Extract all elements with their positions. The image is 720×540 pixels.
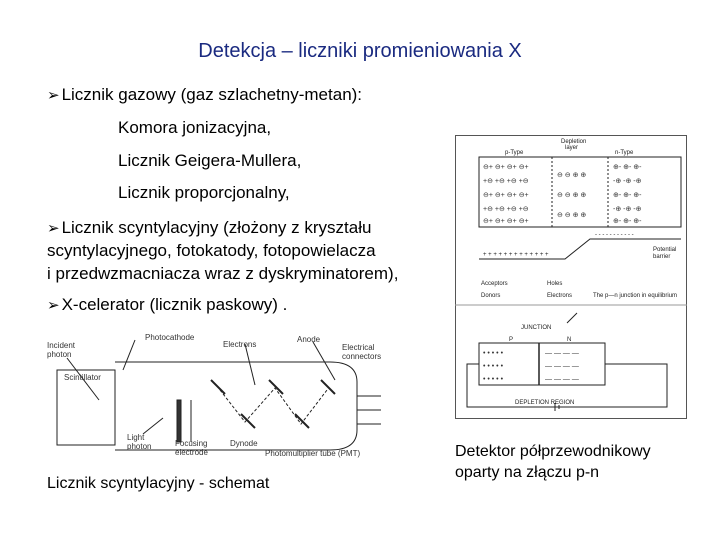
depletion-dots-2: ⊖ ⊖ ⊕ ⊕ (557, 192, 587, 199)
label-electrons: Electrons (223, 340, 257, 349)
label-depletion: Depletion (561, 139, 587, 145)
electrons-row: - - - - - - - - - - - (595, 232, 634, 238)
bullet-scintillation (47, 217, 371, 239)
label-dynode: Dynode (230, 439, 258, 448)
electrons-leader (245, 344, 255, 385)
slide-title: Detekcja – liczniki promieniowania X (198, 40, 522, 62)
caption-semiconductor-detector: Detektor półprzewodnikowy (455, 443, 651, 460)
n-region-dots-2: -⊕ -⊕ -⊕ (613, 178, 642, 185)
n-side-dashes-2: — — — — (545, 363, 579, 370)
label-focusing: Focusing (175, 439, 208, 448)
electron-path (220, 388, 327, 424)
bullet-xcelerator (47, 294, 287, 316)
p-region-dots-4: +⊖ +⊖ +⊖ +⊖ (483, 206, 529, 213)
label-barrier: barrier (653, 254, 671, 260)
focusing-electrode (177, 400, 181, 442)
label-photocathode: Photocathode (145, 333, 195, 342)
label-anode: Anode (297, 335, 321, 344)
n-side-dashes-1: — — — — (545, 350, 579, 357)
bullet-gas-counter (47, 84, 362, 106)
bullet-text: Licznik gazowy (gaz szlachetny-metan): (61, 85, 363, 104)
label-light: Light (127, 433, 145, 442)
label-equilibrium: The p—n junction in equilibrium (593, 293, 678, 299)
n-region-dots-1: ⊕- ⊕- ⊕- (613, 164, 642, 171)
sub-item-proportional: Licznik proporcjonalny, (118, 183, 290, 202)
label-depletion-region: DEPLETION REGION (515, 400, 575, 406)
connector-pins (357, 396, 381, 424)
depletion-dots-3: ⊖ ⊖ ⊕ ⊕ (557, 212, 587, 219)
label-acceptors: Acceptors (481, 281, 508, 287)
anode-leader (313, 342, 335, 380)
label-photon-2: photon (127, 442, 152, 451)
n-region-dots-4: -⊕ -⊕ -⊕ (613, 206, 642, 213)
depletion-dots-1: ⊖ ⊖ ⊕ ⊕ (557, 172, 587, 179)
label-potential: Potential (653, 247, 677, 253)
arrow-bullet-icon: ➢ (47, 296, 60, 314)
label-incident: Incident (47, 341, 76, 350)
sub-item-geiger: Licznik Geigera-Mullera, (118, 151, 302, 170)
label-p: P (509, 337, 514, 343)
label-p-type: p-Type (505, 150, 524, 156)
photocathode-leader (123, 340, 135, 370)
label-junction: JUNCTION (521, 325, 552, 331)
p-region-dots-3: ⊖+ ⊖+ ⊖+ ⊖+ (483, 192, 529, 199)
bullet-scintillation-line2: scyntylacyjnego, fotokatody, fotopowielacza (47, 241, 376, 260)
label-donors: Donors (481, 293, 501, 299)
p-side-dots-1: • • • • • (483, 350, 504, 357)
label-holes: Holes (547, 281, 563, 287)
light-leader (143, 418, 163, 434)
n-region-dots-5: ⊕- ⊕- ⊕- (613, 218, 642, 225)
p-region-dots-5: ⊖+ ⊖+ ⊖+ ⊖+ (483, 218, 529, 225)
label-electrode: electrode (175, 448, 208, 457)
label-n-type: n-Type (615, 150, 634, 156)
caption-scintillation-scheme: Licznik scyntylacyjny - schemat (47, 475, 270, 492)
n-side-dashes-3: — — — — (545, 376, 579, 383)
label-pmt: Photomultiplier tube (PMT) (265, 449, 361, 458)
arrow-bullet-icon: ➢ (47, 219, 60, 237)
pn-junction-figure (455, 135, 687, 419)
sub-item-ionization: Komora jonizacyjna, (118, 118, 272, 137)
bullet-text: Licznik scyntylacyjny (złożony z kryształu (61, 218, 372, 237)
caption-pn-junction: oparty na złączu p-n (455, 464, 600, 481)
label-n: N (567, 337, 572, 343)
pmt-diagram (45, 330, 390, 460)
label-photon: photon (47, 350, 72, 359)
bullet-text: X-celerator (licznik paskowy) . (61, 295, 288, 314)
p-side-dots-3: • • • • • (483, 376, 504, 383)
arrow-bullet-icon: ➢ (47, 86, 60, 104)
n-region-dots-3: ⊕- ⊕- ⊕- (613, 192, 642, 199)
holes-row: + + + + + + + + + + + + + (483, 252, 549, 258)
label-layer: layer (565, 145, 579, 151)
p-region-dots-2: +⊖ +⊖ +⊖ +⊖ (483, 178, 529, 185)
pmt-tube-outline (115, 362, 357, 450)
p-region-dots-1: ⊖+ ⊖+ ⊖+ ⊖+ (483, 164, 529, 171)
label-electrical: Electrical (342, 343, 375, 352)
bullet-scintillation-line3: i przedwzmacniacza wraz z dyskryminatorem), (47, 264, 399, 283)
label-electrons: Electrons (547, 293, 573, 299)
label-connectors: connectors (342, 352, 382, 361)
p-side-dots-2: • • • • • (483, 363, 504, 370)
label-scintillator: Scintillator (64, 373, 101, 382)
